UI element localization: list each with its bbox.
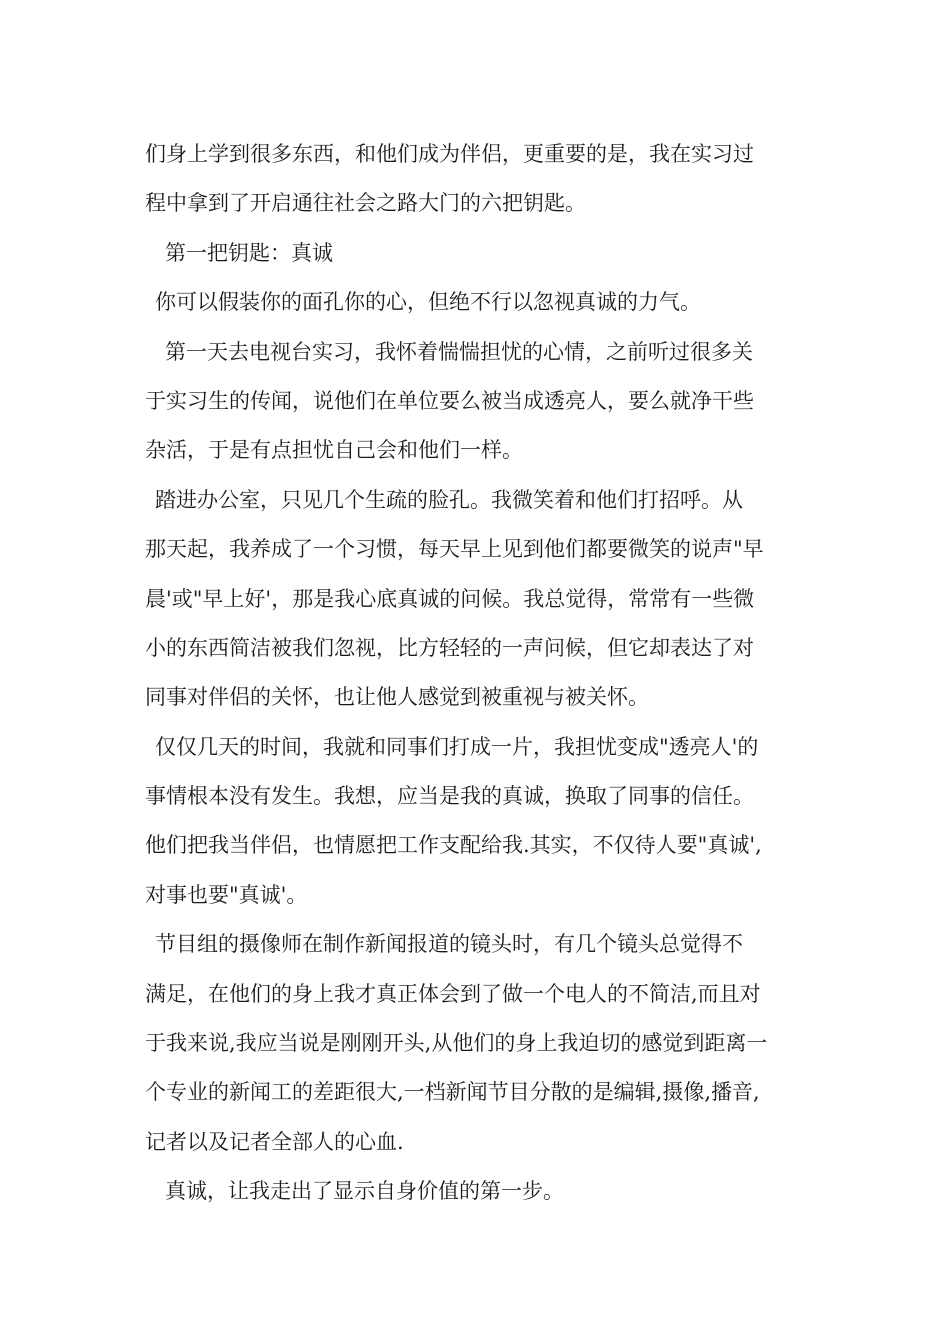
- text-line: 于实习生的传闻，说他们在单位要么被当成透亮人，要么就净干些: [145, 388, 754, 413]
- text-line: 记者以及记者全部人的心血.: [145, 1129, 404, 1154]
- text-line: 那天起，我养成了一个习惯，每天早上见到他们都要微笑的说声"早: [145, 537, 764, 562]
- text-line: 于我来说,我应当说是刚刚开头,从他们的身上我迫切的感觉到距离一: [145, 1031, 768, 1056]
- text-line: 满足，在他们的身上我才真正体会到了做一个电人的不简洁,而且对: [145, 981, 761, 1006]
- paragraph-key-heading: [145, 229, 815, 278]
- text-line: 杂活，于是有点担忧自己会和他们一样。: [145, 438, 523, 463]
- text-line: 第一天去电视台实习，我怀着惴惴担忧的心情，之前听过很多关: [165, 339, 753, 364]
- text-line: 你可以假装你的面孔你的心，但绝不行以忽视真诚的力气。: [155, 290, 701, 315]
- text-line: 对事也要"真诚'。: [145, 882, 308, 907]
- text-line: 个专业的新闻工的差距很大,一档新闻节目分散的是编辑,摄像,播音,: [145, 1080, 760, 1105]
- paragraph-conclusion: [145, 1167, 815, 1216]
- text-line: 真诚，让我走出了显示自身价值的第一步。: [165, 1179, 564, 1204]
- text-line: 程中拿到了开启通往社会之路大门的六把钥匙。: [145, 191, 586, 216]
- text-line: 他们把我当伴侣，也情愿把工作支配给我.其实，不仅待人要"真诚',: [145, 833, 762, 858]
- text-line: 同事对伴侣的关怀，也让他人感觉到被重视与被关怀。: [145, 685, 649, 710]
- paragraph-first-day: [145, 328, 815, 476]
- document-body: [145, 130, 815, 1217]
- text-line: 仅仅几天的时间，我就和同事们打成一片，我担忧变成"透亮人'的: [155, 734, 759, 759]
- text-line: 事情根本没有发生。我想，应当是我的真诚，换取了同事的信任。: [145, 784, 754, 809]
- section-heading: 第一把钥匙：真诚: [165, 240, 333, 265]
- text-line: 踏进办公室，只见几个生疏的脸孔。我微笑着和他们打招呼。从: [155, 487, 743, 512]
- text-line: 晨'或"早上好'，那是我心底真诚的问候。我总觉得，常常有一些微: [145, 586, 755, 611]
- text-line: 们身上学到很多东西，和他们成为伴侣，更重要的是，我在实习过: [145, 142, 754, 166]
- paragraph-cameraman: [145, 920, 815, 1167]
- paragraph-intro-continued: [145, 130, 815, 229]
- paragraph-few-days: [145, 723, 815, 921]
- paragraph-quote: [145, 278, 815, 327]
- text-line: 节目组的摄像师在制作新闻报道的镜头时，有几个镜头总觉得不: [155, 932, 743, 957]
- text-line: 小的东西简洁被我们忽视，比方轻轻的一声问候，但它却表达了对: [145, 635, 754, 660]
- paragraph-office: [145, 476, 815, 723]
